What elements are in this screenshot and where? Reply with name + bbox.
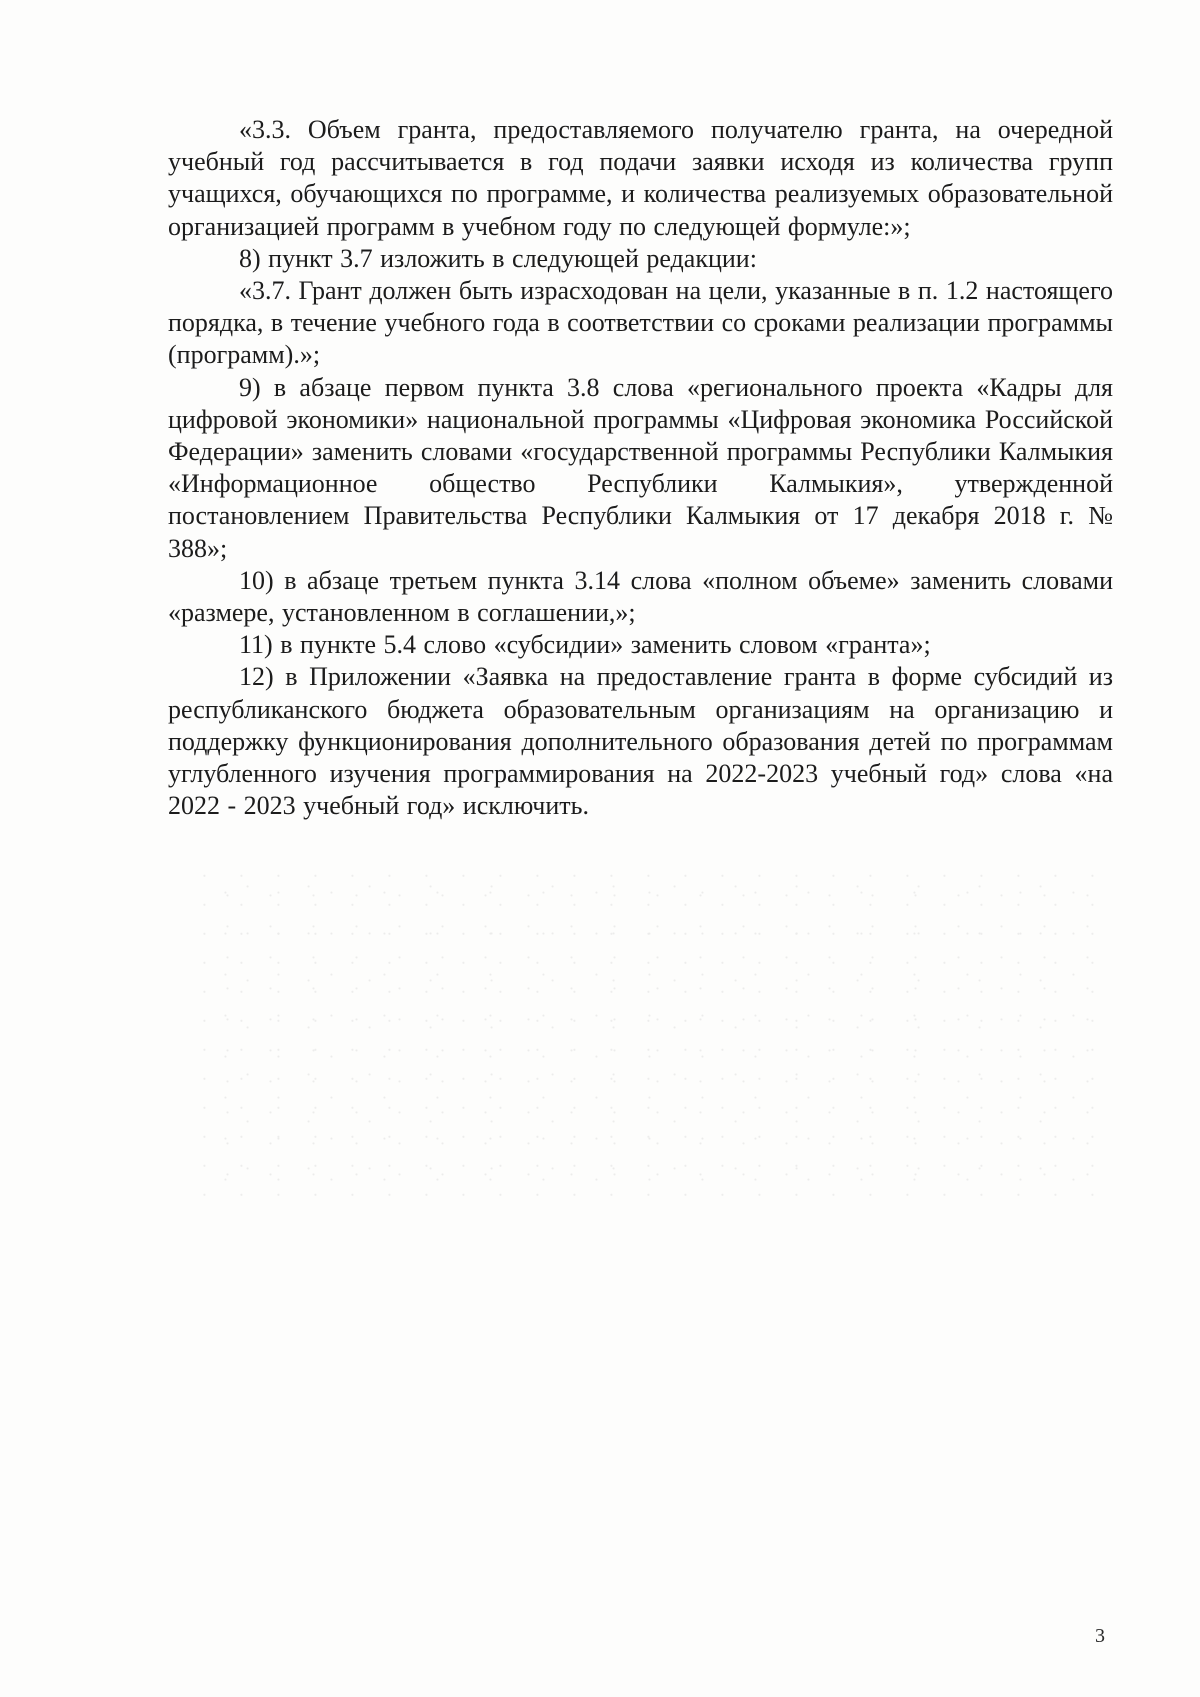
document-body — [168, 114, 1113, 822]
paragraph-3-7-text: «3.7. Грант должен быть израсходован на цели, указанные в п. 1.2 настоящего порядка, в течение учебного года в соответствии со сроками реализации программы (программ).»; — [168, 276, 1113, 370]
scan-noise — [200, 870, 1100, 1200]
page-number: 3 — [1095, 1625, 1105, 1647]
paragraph-item-11: 11) в пункте 5.4 слово «субсидии» заменить словом «гранта»; — [239, 630, 931, 660]
paragraph-3-3-text: «3.3. Объем гранта, предоставляемого получателю гранта, на очередной учебный год рассчитывается в год подачи заявки исходя из количества групп учащихся, обучающихся по программе, и количества реализуемых образовательной организацией программ в учебном году по следующей формуле:»; — [168, 115, 1113, 241]
paragraph-item-9: 9) в абзаце первом пункта 3.8 слова «регионального проекта «Кадры для цифровой экономики» национальной программы «Цифровая экономика Российской Федерации» заменить словами «государственной программы Республики Калмыкия «Информационное общество Республики Калмыкия», утвержденной постановлением Правительства Республики Калмыкия от 17 декабря 2018 г. № 388»; — [168, 372, 1113, 563]
paragraph-item-8: 8) пункт 3.7 изложить в следующей редакции: — [239, 243, 757, 273]
paragraph-item-12: 12) в Приложении «Заявка на предоставление гранта в форме субсидий из республиканского бюджета образовательным организациям на организацию и поддержку функционирования дополнительного образования детей по программам углубленного изучения программирования на 2022-2023 учебный год» слова «на 2022 - 2023 учебный год» исключить. — [168, 662, 1113, 821]
paragraph-item-10: 10) в абзаце третьем пункта 3.14 слова «полном объеме» заменить словами «размере, установленном в соглашении,»; — [168, 565, 1113, 628]
